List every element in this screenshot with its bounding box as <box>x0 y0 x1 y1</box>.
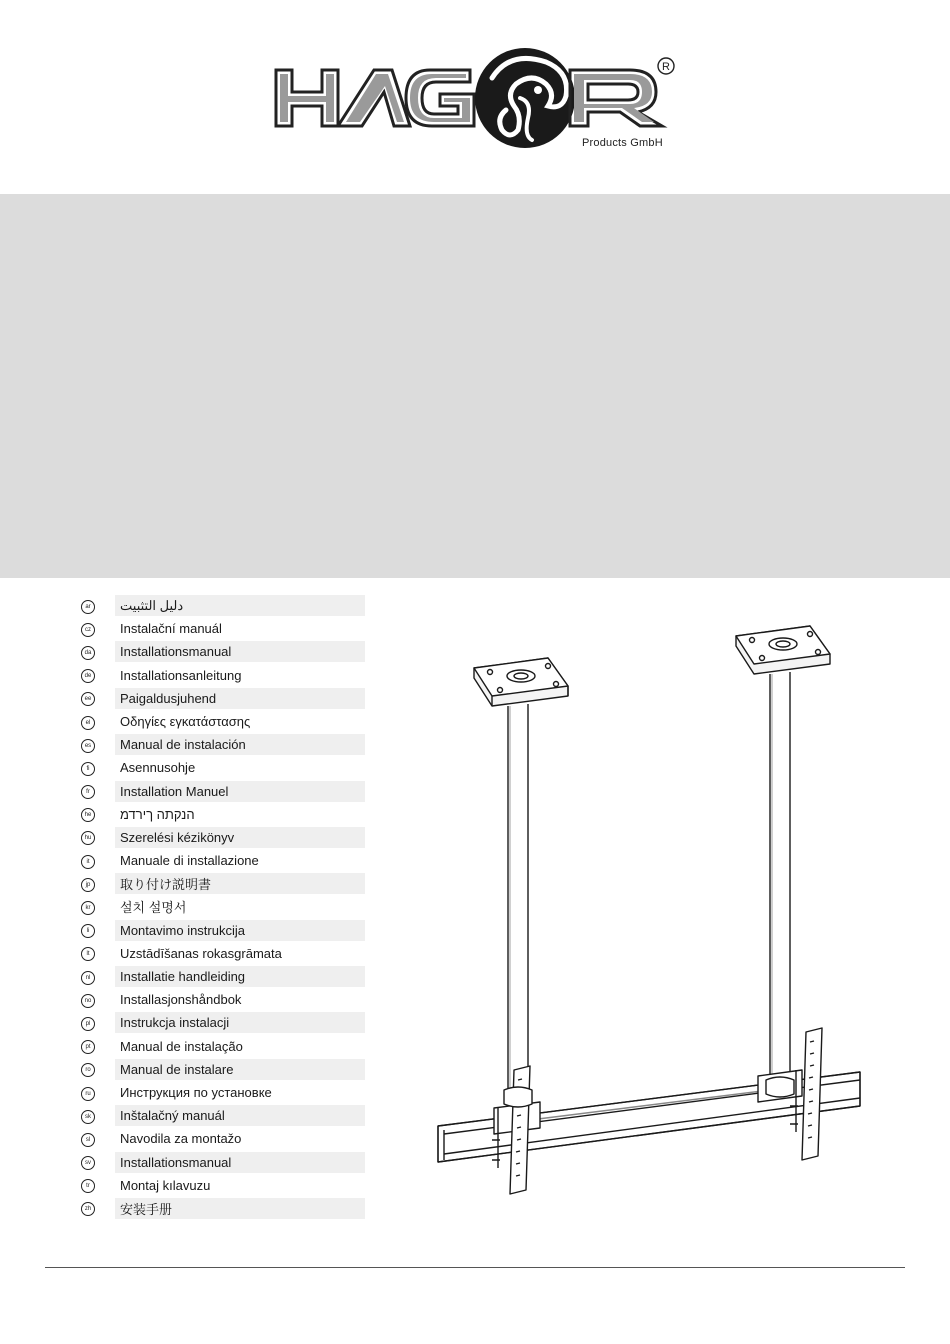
language-label: Manuale di installazione <box>120 853 259 869</box>
language-item-fi <box>76 757 368 780</box>
language-label: Szerelési kézikönyv <box>115 827 365 848</box>
language-label: Paigaldusjuhend <box>115 688 365 709</box>
language-code-badge: de <box>81 669 95 683</box>
language-code-badge: es <box>81 739 95 753</box>
language-label: Installasjonshåndbok <box>120 992 242 1008</box>
language-item-es <box>76 734 368 757</box>
language-label: Manual de instalación <box>115 734 365 755</box>
language-item-ro <box>76 1059 368 1082</box>
language-code-badge: li <box>81 924 95 938</box>
language-list <box>76 595 368 1221</box>
language-item-ee <box>76 688 368 711</box>
language-item-sv <box>76 1152 368 1175</box>
language-code-badge: cz <box>81 623 95 637</box>
header <box>0 0 950 194</box>
language-label: הנקתה ךירדמ <box>120 806 195 822</box>
language-item-sl <box>76 1128 368 1151</box>
language-code-badge: sl <box>81 1133 95 1147</box>
language-code-badge: ee <box>81 692 95 706</box>
language-label: Инструкция по установке <box>120 1084 272 1100</box>
language-code-badge: it <box>81 855 95 869</box>
language-code-badge: ar <box>81 600 95 614</box>
language-item-li <box>76 920 368 943</box>
language-item-el <box>76 711 368 734</box>
language-item-da <box>76 641 368 664</box>
language-label: Inštalačný manuál <box>115 1105 365 1126</box>
footer-divider <box>45 1267 905 1268</box>
language-code-badge: ro <box>81 1063 95 1077</box>
language-code-badge: da <box>81 646 95 660</box>
language-label: Navodila za montažo <box>120 1131 242 1147</box>
language-code-badge: pl <box>81 1017 95 1031</box>
language-item-lt <box>76 943 368 966</box>
svg-text:R: R <box>662 61 670 73</box>
language-item-jp <box>76 873 368 896</box>
language-label: Instrukcja instalacji <box>115 1012 365 1033</box>
language-item-he <box>76 804 368 827</box>
language-label: 安装手册 <box>115 1198 365 1219</box>
language-code-badge: sv <box>81 1156 95 1170</box>
language-code-badge: ru <box>81 1087 95 1101</box>
language-label: Montavimo instrukcija <box>115 920 365 941</box>
language-label: دليل التثبيت <box>115 595 365 616</box>
language-label: Manual de instalare <box>115 1059 365 1080</box>
language-code-badge: sk <box>81 1110 95 1124</box>
brand-subtitle: Products GmbH <box>582 137 663 149</box>
ceiling-mount-illustration <box>430 620 870 1210</box>
language-label: Installatie handleiding <box>115 966 365 987</box>
language-label: Installation Manuel <box>115 781 365 802</box>
language-item-ar <box>76 595 368 618</box>
language-item-ru <box>76 1082 368 1105</box>
language-label: 取り付け説明書 <box>115 873 365 894</box>
language-code-badge: hu <box>81 831 95 845</box>
language-label: Instalační manuál <box>120 621 222 637</box>
language-code-badge: tr <box>81 1179 95 1193</box>
language-item-fr <box>76 781 368 804</box>
language-label: Installationsmanual <box>115 1152 365 1173</box>
language-item-no <box>76 989 368 1012</box>
language-label: Manual de instalação <box>120 1038 243 1054</box>
language-item-kr <box>76 896 368 919</box>
language-code-badge: fi <box>81 762 95 776</box>
cover-image-placeholder <box>0 194 950 578</box>
language-code-badge: zh <box>81 1202 95 1216</box>
language-item-pt <box>76 1036 368 1059</box>
language-code-badge: he <box>81 808 95 822</box>
language-code-badge: no <box>81 994 95 1008</box>
language-code-badge: lt <box>81 947 95 961</box>
language-item-zh <box>76 1198 368 1221</box>
language-label: Installationsanleitung <box>120 667 242 683</box>
language-code-badge: fr <box>81 785 95 799</box>
language-item-hu <box>76 827 368 850</box>
language-label: Οδηγίες εγκατάστασης <box>120 713 251 729</box>
language-code-badge: pt <box>81 1040 95 1054</box>
language-item-nl <box>76 966 368 989</box>
language-item-it <box>76 850 368 873</box>
language-code-badge: el <box>81 716 95 730</box>
language-item-cz <box>76 618 368 641</box>
language-label: Asennusohje <box>120 760 196 776</box>
language-item-tr <box>76 1175 368 1198</box>
language-item-sk <box>76 1105 368 1128</box>
language-label: Uzstādīšanas rokasgrāmata <box>120 945 282 961</box>
language-label: Montaj kılavuzu <box>120 1177 211 1193</box>
language-item-de <box>76 665 368 688</box>
language-label: 설치 설명서 <box>120 900 187 916</box>
language-item-pl <box>76 1012 368 1035</box>
language-label: Installationsmanual <box>115 641 365 662</box>
language-code-badge: nl <box>81 971 95 985</box>
language-code-badge: jp <box>81 878 95 892</box>
language-code-badge: kr <box>81 901 95 915</box>
